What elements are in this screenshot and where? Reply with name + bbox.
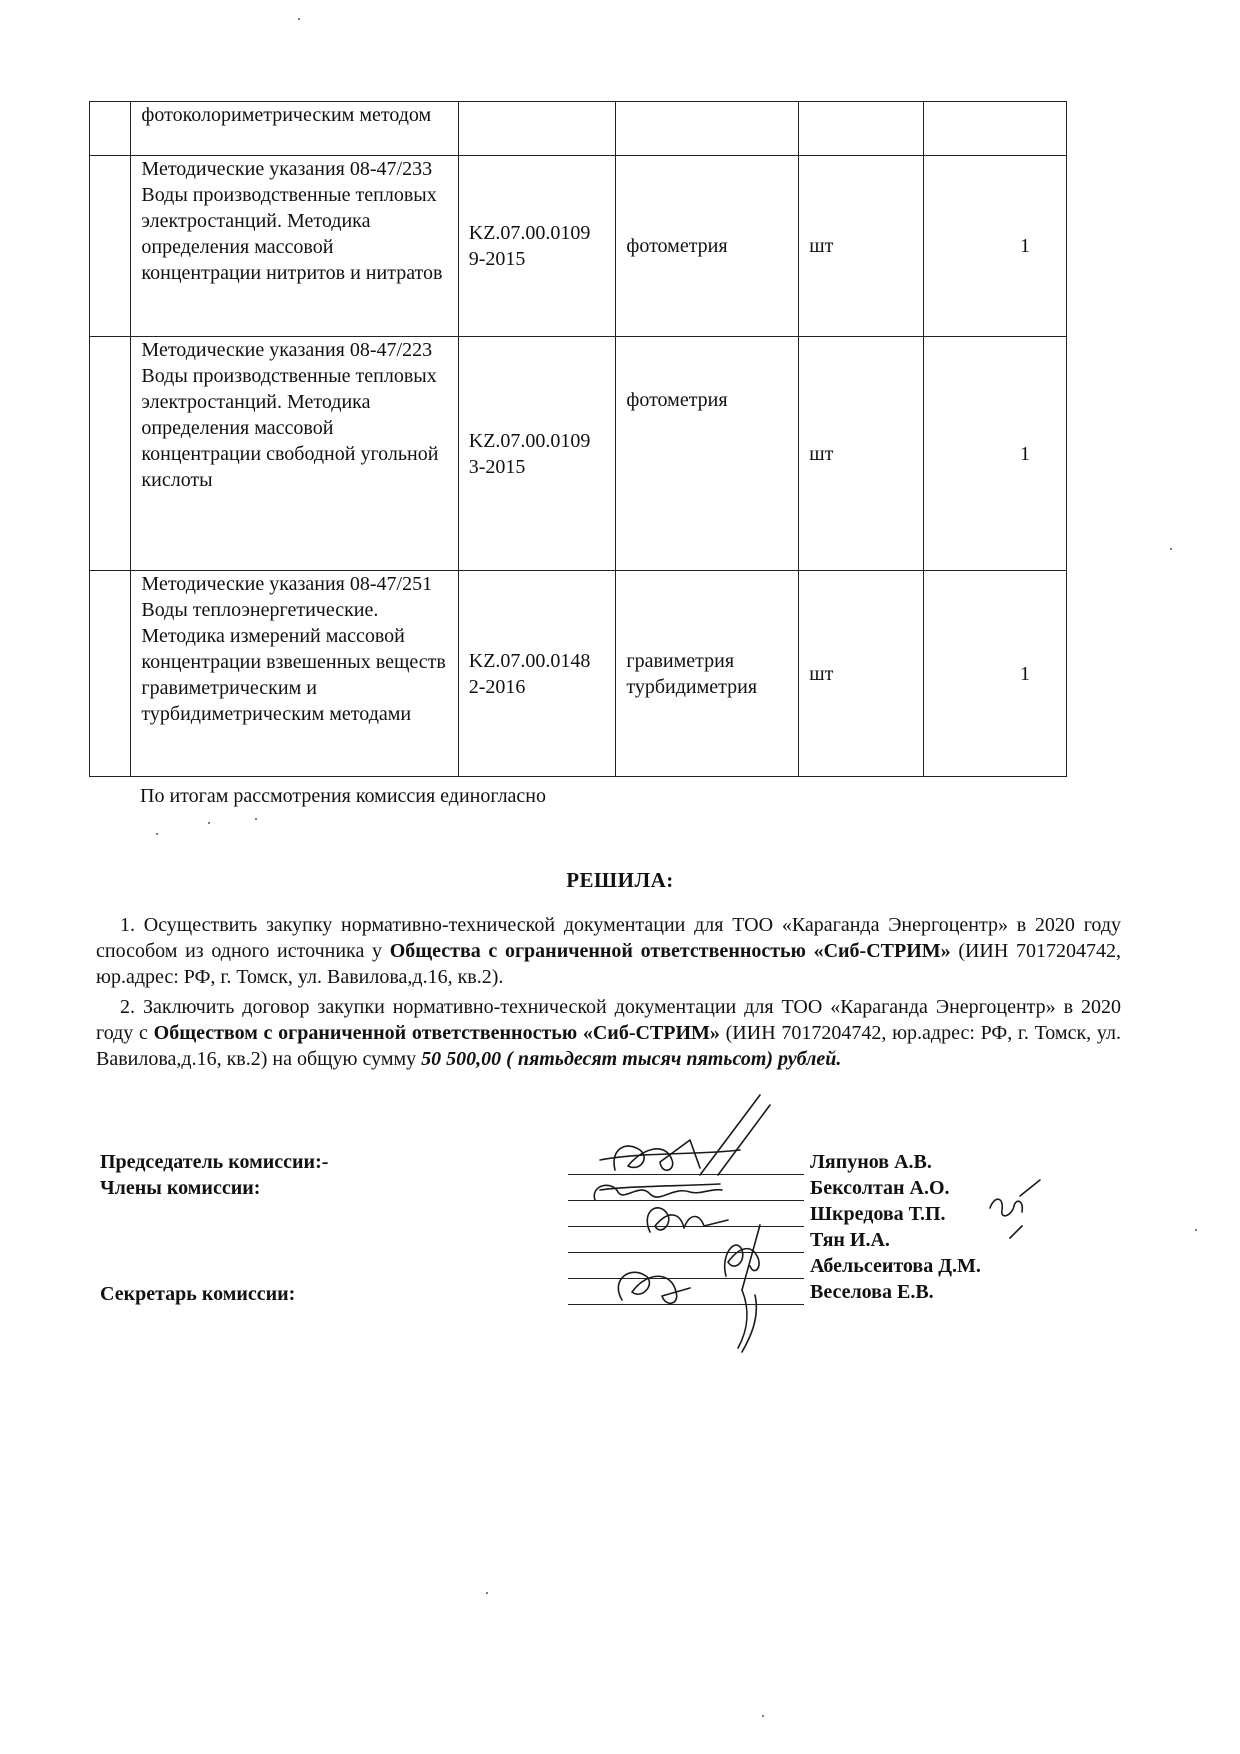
document-name-cell xyxy=(131,156,458,337)
signature-scribble xyxy=(742,1225,760,1290)
signature-line xyxy=(568,1278,804,1279)
registry-code-cell xyxy=(458,156,616,337)
decision-item-2 xyxy=(96,994,1121,1072)
quantity-cell xyxy=(923,337,1067,571)
quantity-cell xyxy=(923,571,1067,777)
decision-item-1-text-b: (ИИН 7017204742, юр.адрес: РФ, г. Томск, ул. Вавилова,д.16, кв.2). xyxy=(96,940,1121,988)
quantity: 1 xyxy=(1020,662,1030,685)
decision-item-2-text-a: 2. Заключить договор закупки нормативно-технической документации для ТОО «Караганда Энергоцентр» в 2020 году с xyxy=(96,996,1121,1044)
decision-item-1 xyxy=(96,912,1121,990)
registry-code-cell xyxy=(458,102,616,156)
signature-scribble xyxy=(738,1290,747,1348)
signature-line xyxy=(568,1226,804,1227)
unit: шт xyxy=(809,662,834,685)
signature-scribble xyxy=(647,1208,728,1232)
quantity: 1 xyxy=(1020,235,1030,257)
signature-scribble xyxy=(990,1199,1022,1216)
summary-text: По итогам рассмотрения комиссия единогласно xyxy=(140,785,547,807)
decision-title: РЕШИЛА: xyxy=(566,868,674,892)
decision-item-2-supplier: Обществом с ограниченной ответственностью «Сиб-СТРИМ» xyxy=(153,1022,720,1044)
unit-cell xyxy=(799,156,923,337)
signature-scribble xyxy=(718,1105,770,1175)
members-label: Члены комиссии: xyxy=(100,1177,261,1199)
method-cell xyxy=(616,571,799,777)
document-name-cell xyxy=(131,571,458,777)
document-name: Методические указания 08-47/251 Воды теплоэнергетические. Методика измерений массовой концентрации взвешенных веществ гравиметрическим и турбидиметрическим методами xyxy=(141,573,446,725)
method: гравиметрия турбидиметрия xyxy=(626,649,758,698)
signature-scribble xyxy=(614,1140,700,1170)
scan-speck xyxy=(1170,548,1172,550)
signature-scribble xyxy=(618,1272,690,1303)
document-name-cell xyxy=(131,337,458,571)
decision-item-2-text-b: (ИИН 7017204742, юр.адрес: РФ, г. Томск, ул. Вавилова,д.16, кв.2) на общую сумму xyxy=(96,1022,1121,1070)
registry-code-cell xyxy=(458,337,616,571)
method: фотометрия xyxy=(626,389,728,411)
registry-code: KZ.07.00.0109 9-2015 xyxy=(468,222,591,270)
decision-item-2-sum: 50 500,00 ( пятьдесят тысяч пятьсот) рублей. xyxy=(421,1048,842,1070)
scan-speck xyxy=(1195,1229,1197,1231)
decision-item-1-text-a: 1. Осуществить закупку нормативно-технической документации для ТОО «Караганда Энергоцентр» в 2020 году способом из одного источника у xyxy=(96,914,1121,962)
signatory-name: Абельсеитова Д.М. xyxy=(810,1255,981,1277)
signature-line xyxy=(568,1252,804,1253)
signature-line xyxy=(568,1304,804,1305)
quantity-cell xyxy=(923,156,1067,337)
signatory-name: Шкредова Т.П. xyxy=(810,1203,946,1225)
signatory-name: Ляпунов А.В. xyxy=(810,1151,932,1173)
decision-body xyxy=(96,912,1121,1072)
table-row xyxy=(90,571,1067,777)
scan-speck xyxy=(762,1715,764,1717)
signatory-name: Тян И.А. xyxy=(810,1229,890,1251)
registry-code: KZ.07.00.0109 3-2015 xyxy=(468,429,591,478)
signature-line xyxy=(568,1200,804,1201)
quantity: 1 xyxy=(1020,442,1030,465)
unit-cell xyxy=(799,337,923,571)
chairman-label: Председатель комиссии:- xyxy=(100,1151,329,1173)
method: фотометрия xyxy=(626,235,728,257)
unit: шт xyxy=(809,235,834,257)
signature-scribble xyxy=(700,1095,760,1175)
signatory-name: Веселова Е.В. xyxy=(810,1281,934,1303)
scan-speck xyxy=(298,18,300,20)
row-number-cell xyxy=(90,571,131,777)
table-row xyxy=(90,337,1067,571)
scan-speck xyxy=(208,822,210,824)
scan-speck xyxy=(255,818,257,820)
documents-table xyxy=(89,101,1067,777)
document-name-cell xyxy=(131,102,458,156)
quantity-cell xyxy=(923,102,1067,156)
decision-item-1-supplier: Общества с ограниченной ответственностью «Сиб-СТРИМ» xyxy=(389,940,951,962)
signature-scribble xyxy=(725,1245,759,1276)
signatory-name: Бексолтан А.О. xyxy=(810,1177,950,1199)
unit-cell xyxy=(799,102,923,156)
method-cell xyxy=(616,102,799,156)
document-name: Методические указания 08-47/233 Воды производственные тепловых электростанций. Методика определения массовой концентрации нитритов и нитратов xyxy=(141,158,443,284)
unit: шт xyxy=(809,442,834,465)
scan-speck xyxy=(486,1592,488,1594)
signature-scribble xyxy=(1010,1226,1022,1238)
signature-scribble xyxy=(594,1185,722,1200)
document-name: фотоколориметрическим методом xyxy=(141,104,432,126)
unit-cell xyxy=(799,571,923,777)
method-cell xyxy=(616,156,799,337)
signature-line xyxy=(568,1174,804,1175)
registry-code-cell xyxy=(458,571,616,777)
table-row xyxy=(90,156,1067,337)
signature-scribble xyxy=(600,1184,720,1190)
document-name: Методические указания 08-47/223 Воды производственные тепловых электростанций. Методика определения массовой концентрации свободной угольной кислоты xyxy=(141,339,439,491)
registry-code: KZ.07.00.0148 2-2016 xyxy=(468,649,591,698)
signature-scribble xyxy=(1020,1180,1040,1196)
row-number-cell xyxy=(90,102,131,156)
table-row xyxy=(90,102,1067,156)
signature-scribble xyxy=(600,1150,740,1160)
row-number-cell xyxy=(90,156,131,337)
secretary-label: Секретарь комиссии: xyxy=(100,1283,296,1305)
row-number-cell xyxy=(90,337,131,571)
method-cell xyxy=(616,337,799,571)
scan-speck xyxy=(156,833,158,835)
